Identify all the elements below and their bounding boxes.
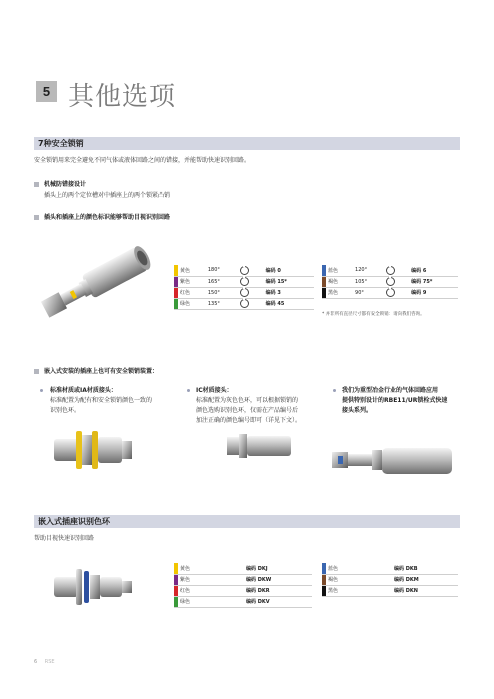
table-row (322, 287, 458, 298)
table-row (174, 276, 314, 287)
color-name: 黑色 (326, 585, 392, 596)
column-text-line: 标准配置为配有和安全锁销颜色一致的 (50, 397, 153, 404)
table-row (322, 585, 458, 596)
table-row (174, 265, 314, 276)
color-name: 红色 (178, 585, 244, 596)
table-row (174, 563, 312, 574)
safety-pin-table-left (174, 265, 314, 310)
column-text-line: 加注正确的颜色编号即可（详见下文）。 (196, 417, 302, 424)
chapter-title: 其他选项 (68, 82, 177, 112)
ring-table-left (174, 563, 312, 608)
bulkhead-socket-image (50, 425, 140, 475)
column-title: IC材质接头： (196, 387, 233, 394)
color-name: 褐色 (326, 574, 392, 585)
pin-ring-icon (386, 277, 395, 286)
table-row (174, 596, 312, 607)
code: 编码 DKN (392, 585, 458, 596)
code: 编码 45 (264, 298, 314, 309)
angle: 150° (206, 287, 238, 298)
bullet-dot (333, 389, 336, 392)
pin-ring-icon (240, 266, 249, 275)
item-title: 插头和插座上的颜色标识能够帮助目视识别回路 (44, 214, 171, 221)
table-row (322, 574, 458, 585)
bullet-square (34, 369, 39, 374)
color-name: 黑色 (326, 287, 353, 298)
column-text-line: 颜色选购识别色环，仅需在产品编号后 (196, 407, 299, 414)
code: 编码 DKJ (244, 563, 312, 574)
column-title: 标准材质或IA材质接头： (50, 387, 117, 394)
code: 编码 DKB (392, 563, 458, 574)
table-row (322, 563, 458, 574)
item-title: 嵌入式安装的插座上也可有安全锁销装置： (44, 368, 159, 375)
code: 编码 9 (409, 287, 458, 298)
page-footer (34, 659, 55, 665)
code: 编码 3 (264, 287, 314, 298)
safety-pin-table-right (322, 265, 458, 299)
brand-mark: RSE (44, 659, 55, 665)
table-footnote: * 并非所有直径尺寸都有安全锁销：请向我们咨询。 (322, 312, 425, 317)
code: 编码 0 (264, 265, 314, 276)
code: 编码 75* (409, 276, 458, 287)
column-text-line: 标准配置为灰色色环，可以根据锁销的 (196, 397, 299, 404)
color-name: 蓝色 (326, 563, 392, 574)
item-title: 机械防错接设计 (44, 181, 87, 188)
color-name: 绿色 (178, 298, 206, 309)
color-name: 黄色 (178, 265, 206, 276)
column-text-line: 接头系列。 (342, 407, 373, 414)
rbe11-coupling-image (330, 442, 460, 482)
bullet-square (34, 215, 39, 220)
angle: 180° (206, 265, 238, 276)
section-title: 嵌入式插座识别色环 (38, 517, 110, 526)
bullet-square (34, 182, 39, 187)
code: 编码 DKM (392, 574, 458, 585)
bullet-dot (40, 389, 43, 392)
angle: 105° (353, 276, 384, 287)
pin-ring-icon (240, 299, 249, 308)
column-text-line: 提供特别设计的RBE11/UR锁栓式快速 (342, 397, 448, 404)
ring-table-right (322, 563, 458, 597)
color-name: 红色 (178, 287, 206, 298)
code: 编码 DKR (244, 585, 312, 596)
table-row (174, 298, 314, 309)
section-title: 7种安全锁销 (38, 139, 84, 148)
table-row (174, 287, 314, 298)
angle: 165° (206, 276, 238, 287)
code: 编码 DKW (244, 574, 312, 585)
table-row (322, 265, 458, 276)
angle: 90° (353, 287, 384, 298)
color-name: 紫色 (178, 276, 206, 287)
section-intro: 帮助目视快速识别回路 (34, 535, 95, 542)
angle: 135° (206, 298, 238, 309)
section-intro: 安全锁销用来完全避免不同气体或液体回路之间的错接，并能帮助快速识别回路。 (34, 157, 251, 164)
color-name: 紫色 (178, 574, 244, 585)
pin-ring-icon (386, 266, 395, 275)
pin-ring-icon (240, 288, 249, 297)
item-text: 插头上的两个定位槽对中插座上的两个锁紧凸销 (44, 192, 171, 199)
color-name: 蓝色 (326, 265, 353, 276)
table-row (174, 574, 312, 585)
color-name: 绿色 (178, 596, 244, 607)
section-bar-safety-pins (34, 137, 460, 150)
ic-coupling-image (225, 432, 295, 462)
column-text-line: 我们为重型冶金行业的气体回路应用 (342, 387, 439, 394)
page-number: 6 (34, 659, 38, 665)
section-bar-color-rings (34, 515, 460, 528)
pin-ring-icon (386, 288, 395, 297)
coupling-image (30, 240, 170, 330)
pin-ring-icon (240, 277, 249, 286)
chapter-number: 5 (36, 81, 57, 102)
column-text-line: 识别色环。 (50, 407, 81, 414)
color-name: 黄色 (178, 563, 244, 574)
table-row (174, 585, 312, 596)
angle: 120° (353, 265, 384, 276)
table-row (322, 276, 458, 287)
code: 编码 DKV (244, 596, 312, 607)
bullet-dot (187, 389, 190, 392)
code: 编码 6 (409, 265, 458, 276)
color-name: 褐色 (326, 276, 353, 287)
bulkhead-socket-ring-image (50, 565, 140, 609)
code: 编码 15* (264, 276, 314, 287)
